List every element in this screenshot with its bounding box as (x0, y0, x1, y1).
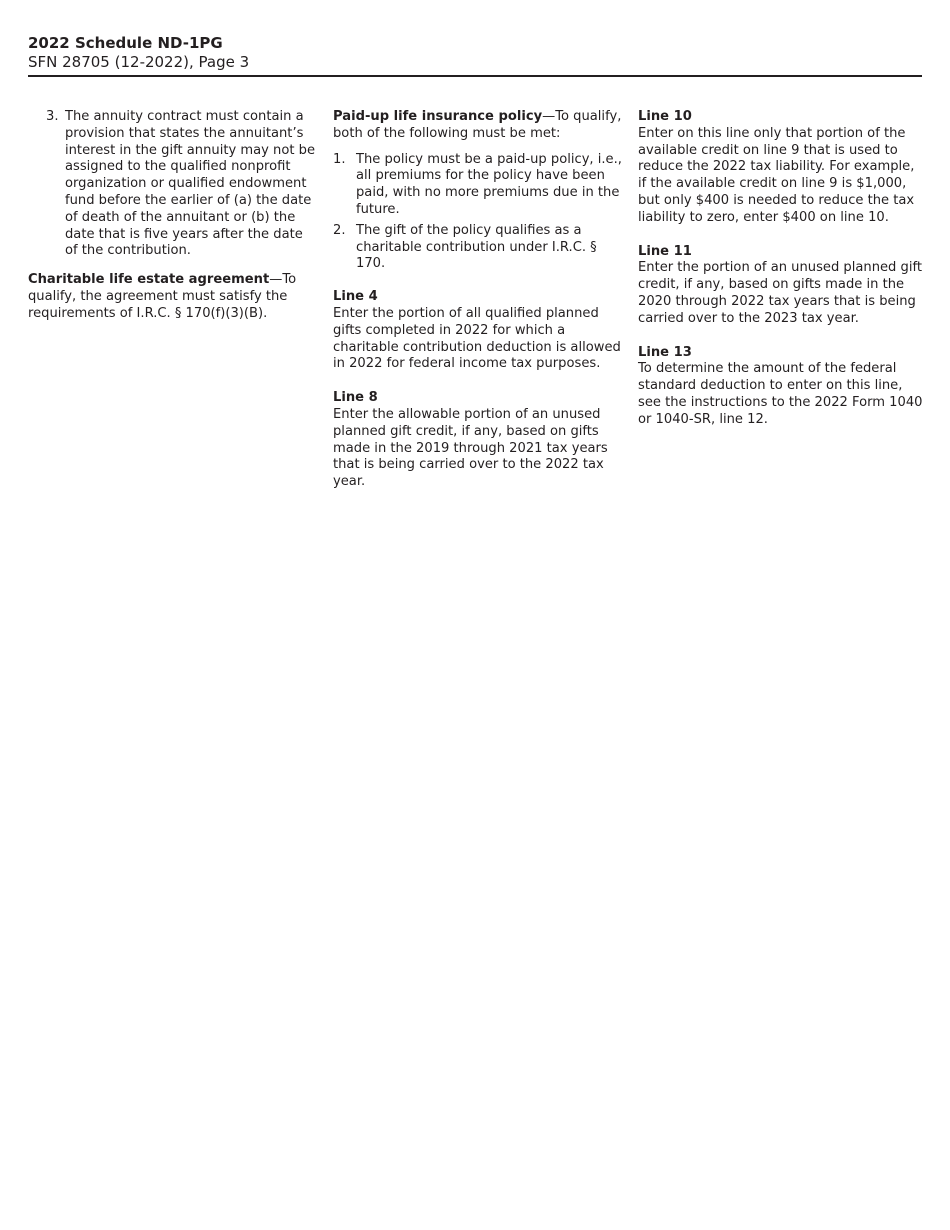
list-item-number: 3. (46, 109, 59, 124)
list-item (333, 223, 623, 273)
line-8-heading: Line 8 (333, 390, 378, 406)
line-11-heading: Line 11 (638, 243, 692, 259)
paid-up-policy-text: —To qualify, both of the following must be met: (333, 109, 622, 141)
charitable-life-estate-paragraph (28, 272, 318, 322)
list-item-text: The policy must be a paid-up policy, i.e., all premiums for the policy have been paid, with no more premiums due in the future. (356, 151, 622, 217)
charitable-life-estate-heading: Charitable life estate agreement (28, 272, 270, 288)
paid-up-policy-paragraph (333, 109, 623, 143)
line-4-text: Enter the portion of all qualified planned gifts completed in 2022 for which a charitable contribution deduction is allowed in 2022 for federal income tax purposes. (333, 305, 621, 372)
line-13-heading: Line 13 (638, 344, 692, 360)
line-10-heading: Line 10 (638, 109, 692, 124)
line-8-text: Enter the allowable portion of an unused planned gift credit, if any, based on gifts made in the 2019 through 2021 tax years that is being carried over to the 2022 tax year. (333, 406, 608, 490)
list-item-number: 1. (333, 151, 346, 167)
page-header (28, 34, 922, 72)
paid-up-policy-heading: Paid-up life insurance policy (333, 109, 543, 124)
list-item-number: 2. (333, 222, 346, 238)
list-item-text: The annuity contract must contain a provision that states the annuitant’s interest in the gift annuity may not be assigned to the qualified nonprofit organization or qualified endowment fund before the earlier of (a) the date of death of the annuitant or (b) the date that is five years after the date of the contribution. (65, 109, 316, 259)
line-4-heading: Line 4 (333, 289, 378, 305)
header-divider (28, 75, 922, 77)
column-right (638, 109, 926, 429)
charitable-life-estate-text: —To qualify, the agreement must satisfy the requirements of I.R.C. § 170(f)(3)(B). (28, 272, 297, 321)
paid-up-requirements-list (333, 152, 623, 274)
list-item (333, 152, 623, 219)
schedule-title: 2022 Schedule ND-1PG (28, 34, 223, 52)
line-13-text: To determine the amount of the federal standard deduction to enter on this line, see the instructions to the 2022 Form 1040 or 1040-SR, line 12. (638, 361, 923, 427)
column-left (28, 109, 318, 323)
form-page-label: SFN 28705 (12-2022), Page 3 (28, 53, 250, 71)
line-11-text: Enter the portion of an unused planned gift credit, if any, based on gifts made in the 2020 through 2022 tax years that is being carried over to the 2023 tax year. (638, 260, 922, 326)
list-item-text: The gift of the policy qualifies as a charitable contribution under I.R.C. § 170. (356, 222, 597, 272)
list-item-3 (28, 109, 318, 260)
line-10-text: Enter on this line only that portion of the available credit on line 9 that is used to reduce the 2022 tax liability. For example, if the available credit on line 9 is $1,000, but only $400 is needed to reduce the tax liability to zero, enter $400 on line 10. (638, 125, 915, 225)
column-middle (333, 109, 623, 491)
